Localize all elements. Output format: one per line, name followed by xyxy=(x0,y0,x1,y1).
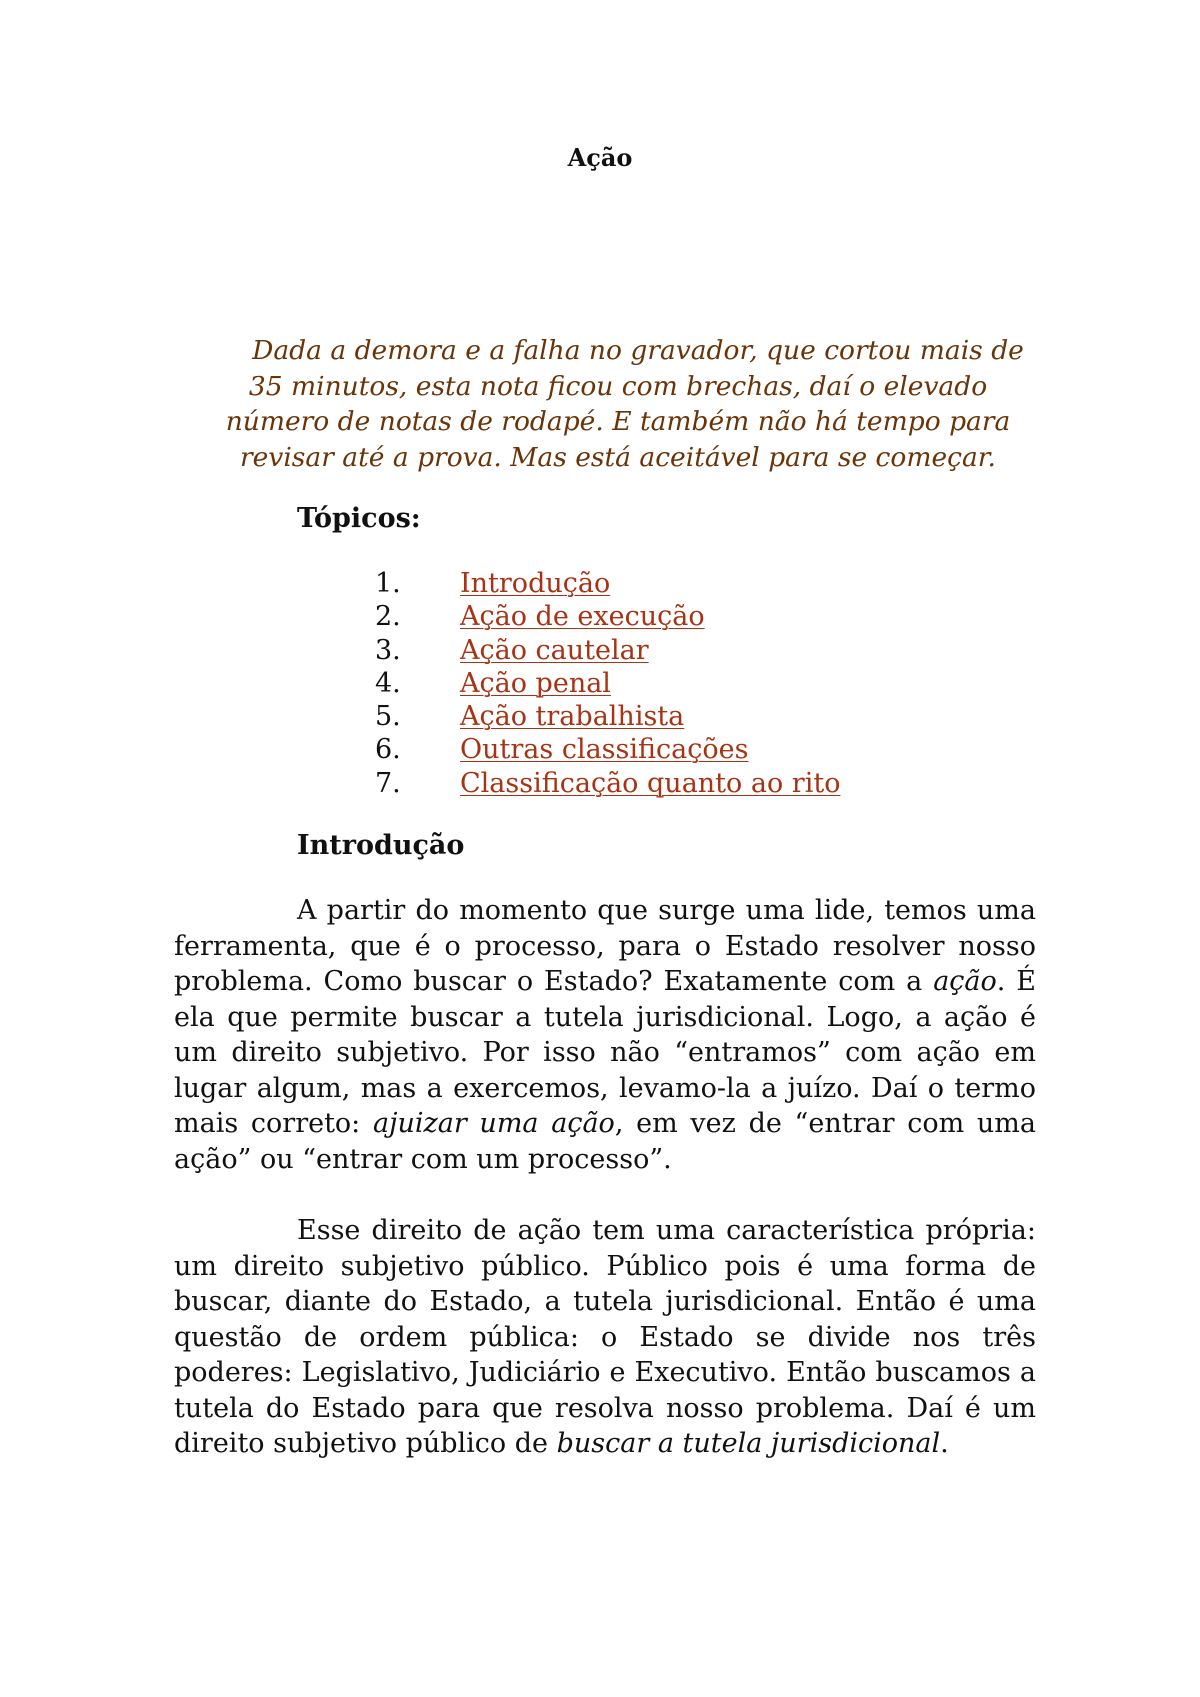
paragraph-text: , em vez de “entrar com uma ação” ou “entrar com um processo”. xyxy=(174,1108,1036,1175)
toc-item-outras-classificacoes xyxy=(375,733,840,766)
paragraph-text: A partir do momento que surge uma lide, temos uma ferramenta, que é o processo, para o Estado resolver nosso problema. Como buscar o Estado? Exatamente com a xyxy=(174,895,1036,997)
editor-note xyxy=(212,333,1024,475)
topics-heading: Tópicos: xyxy=(297,503,421,534)
emphasis-text: ajuizar uma ação xyxy=(373,1108,615,1139)
toc-link-outras-classificacoes[interactable]: Outras classificações xyxy=(460,734,749,766)
body-paragraph-1 xyxy=(174,893,1036,1177)
toc-number: 4. xyxy=(375,667,401,699)
toc-item-introducao xyxy=(375,567,840,600)
table-of-contents xyxy=(375,567,840,800)
toc-number: 5. xyxy=(375,701,401,733)
paragraph-text: Esse direito de ação tem uma característica própria: um direito subjetivo público. Público pois é uma forma de buscar, diante do Estado, a tutela jurisdicional. Então é uma questão de ordem pública: o Estado se divide nos três poderes: Legislativo, Judiciário e Executivo. Então buscamos a tutela do Estado para que resolva nosso problema. Daí é um direito subjetivo público de xyxy=(174,1215,1036,1459)
toc-link-acao-cautelar[interactable]: Ação cautelar xyxy=(460,634,649,666)
toc-number: 7. xyxy=(375,767,401,799)
toc-item-acao-trabalhista xyxy=(375,700,840,733)
toc-item-classificacao-quanto-ao-rito xyxy=(375,767,840,800)
toc-number: 3. xyxy=(375,634,401,666)
toc-number: 2. xyxy=(375,601,401,633)
toc-item-acao-de-execucao xyxy=(375,600,840,633)
emphasis-text: ação xyxy=(933,966,997,997)
toc-link-acao-penal[interactable]: Ação penal xyxy=(460,667,611,699)
body-paragraph-2 xyxy=(174,1213,1036,1462)
paragraph-text: . É ela que permite buscar a tutela jurisdicional. Logo, a ação é um direito subjetivo. Por isso não “entramos” com ação em lugar algum, mas a exercemos, levamo-la a juízo. Daí o termo mais correto: xyxy=(174,966,1036,1139)
toc-item-acao-penal xyxy=(375,667,840,700)
emphasis-text: buscar a tutela jurisdicional xyxy=(556,1428,941,1459)
section-heading-introducao: Introdução xyxy=(297,830,465,861)
toc-link-acao-trabalhista[interactable]: Ação trabalhista xyxy=(460,701,685,733)
paragraph-text: . xyxy=(940,1428,949,1459)
document-title: Ação xyxy=(567,143,633,172)
toc-link-introducao[interactable]: Introdução xyxy=(460,568,611,599)
toc-number: 1. xyxy=(375,568,401,599)
editor-note-text: Dada a demora e a falha no gravador, que cortou mais de 35 minutos, esta nota ficou com brechas, daí o elevado número de notas de rodapé. E também não há tempo para revisar até a prova. Mas está aceitável para se começar. xyxy=(225,335,1024,473)
toc-number: 6. xyxy=(375,734,401,766)
toc-link-acao-de-execucao[interactable]: Ação de execução xyxy=(460,601,705,633)
toc-link-classificacao-quanto-ao-rito[interactable]: Classificação quanto ao rito xyxy=(460,767,841,799)
toc-item-acao-cautelar xyxy=(375,634,840,667)
